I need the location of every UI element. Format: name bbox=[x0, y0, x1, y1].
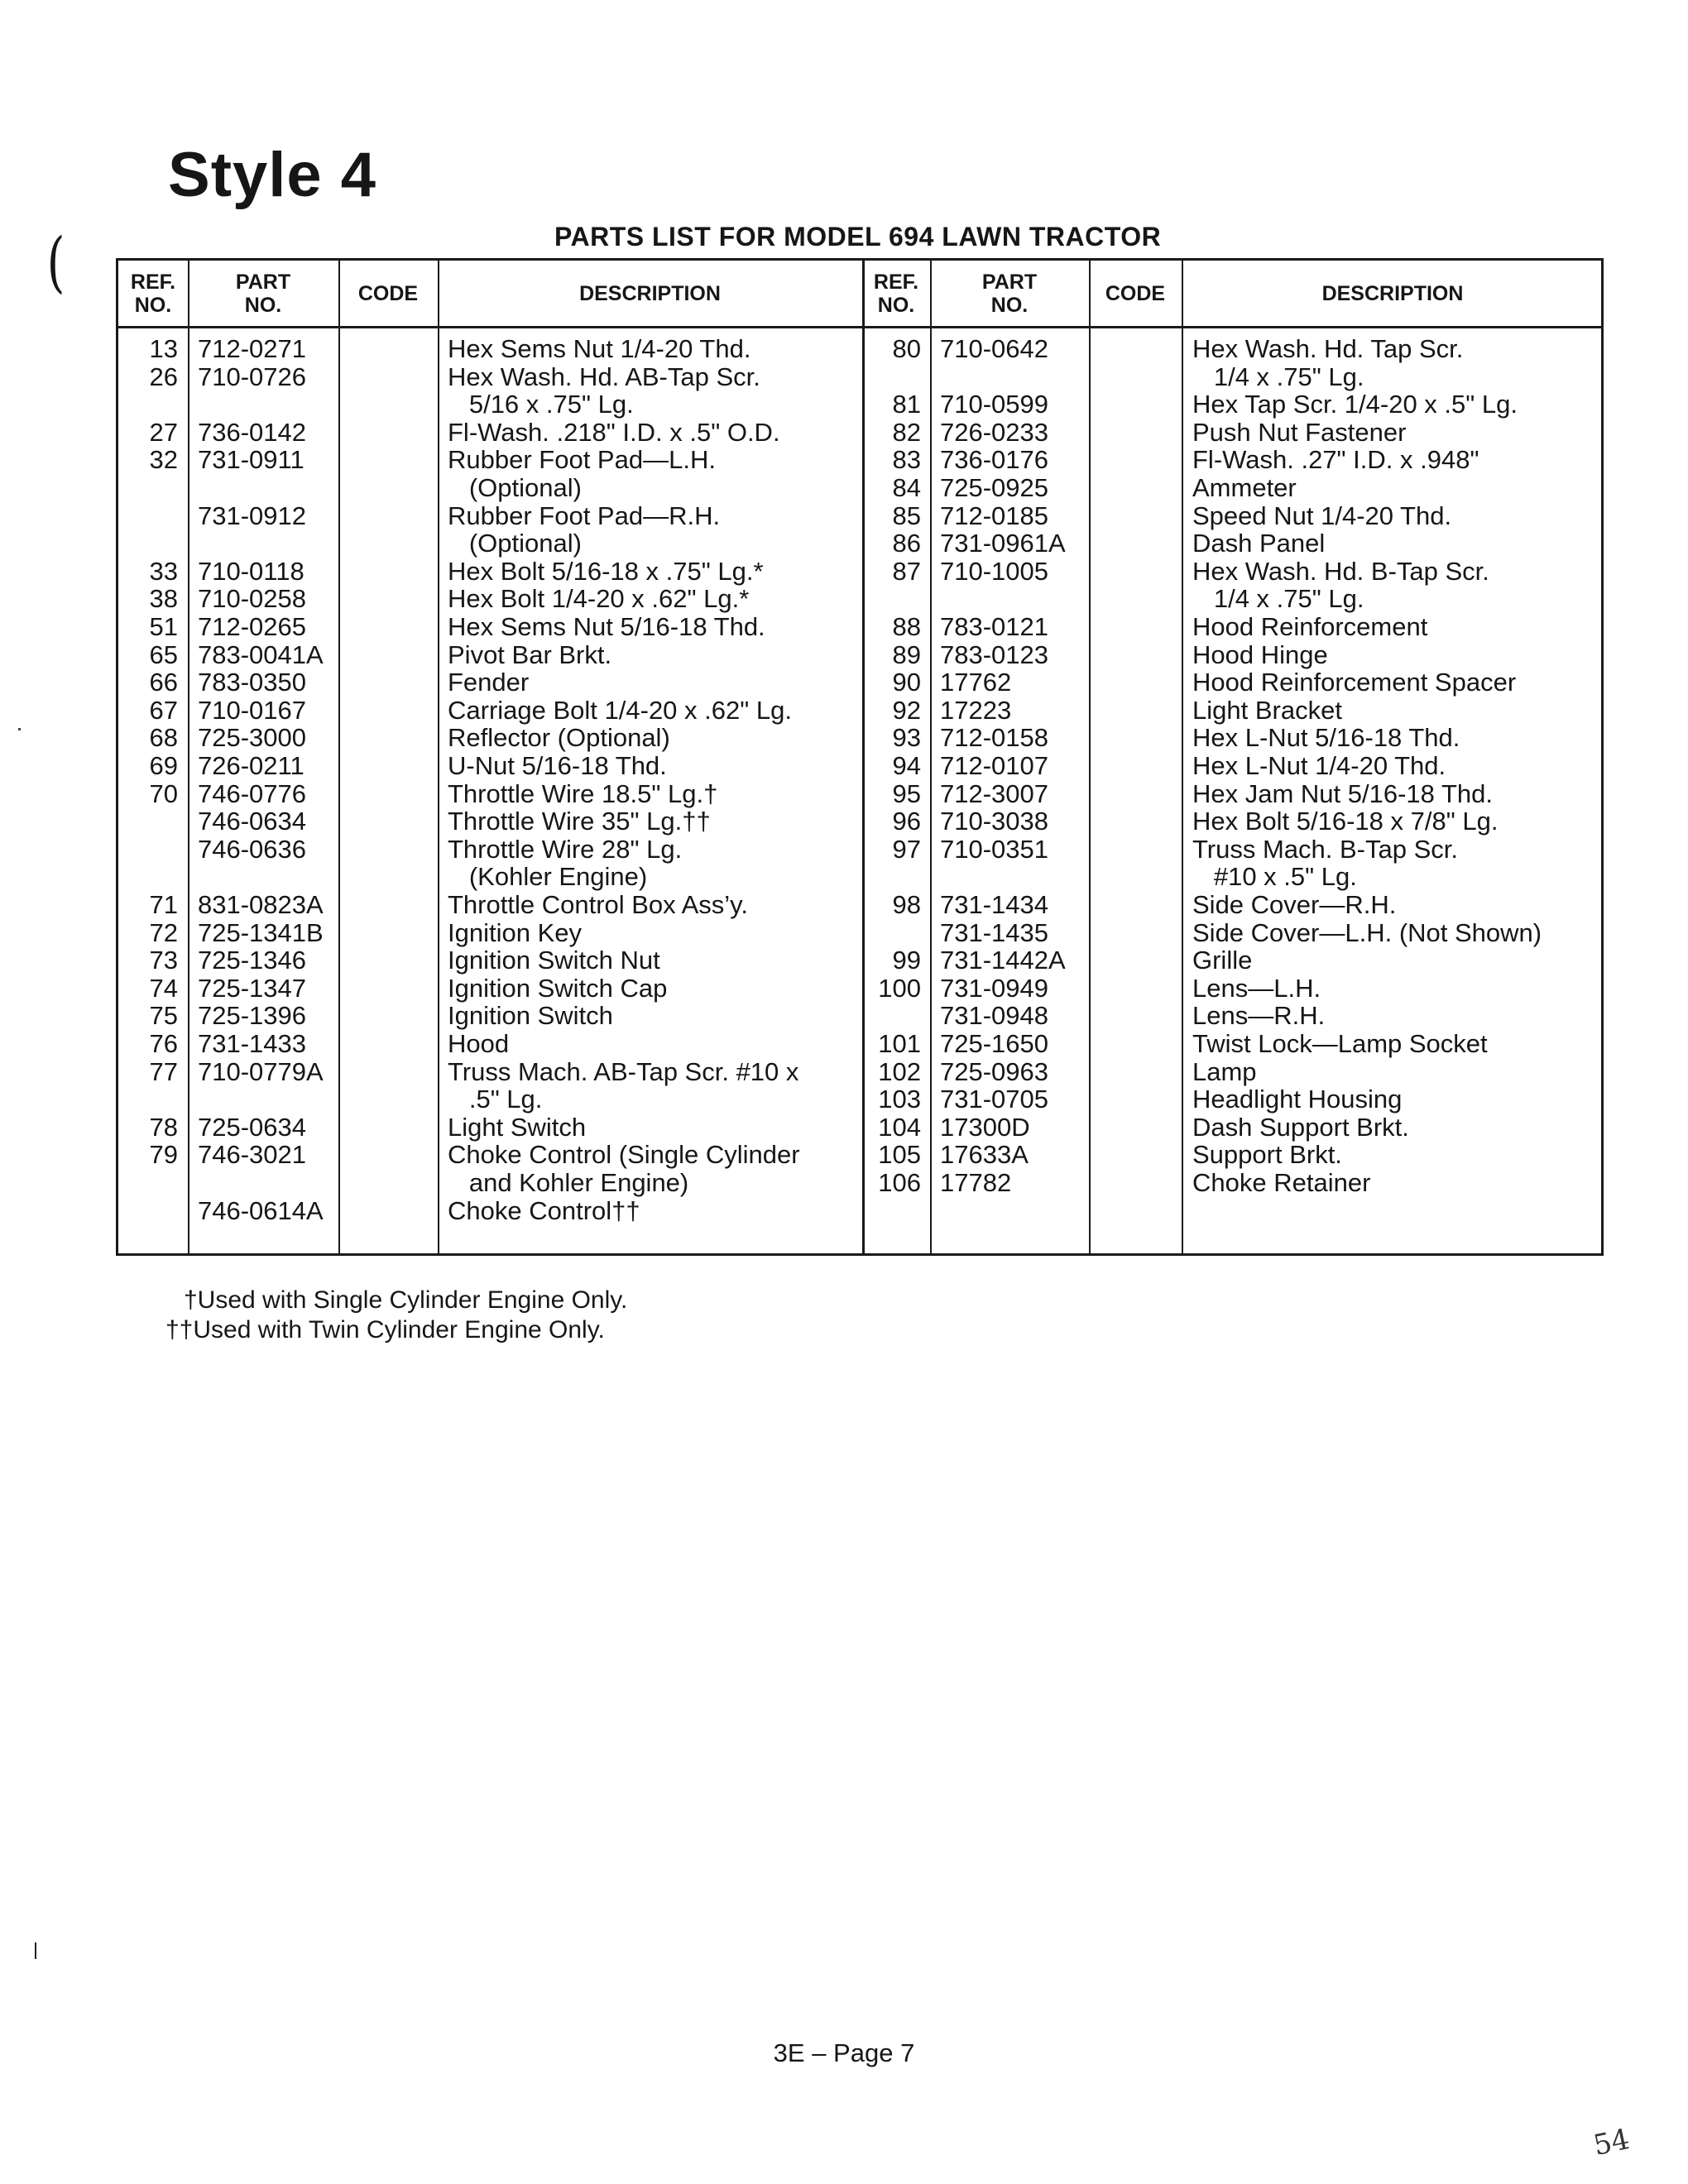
ref-number: 78 bbox=[149, 1112, 178, 1142]
part-number: 731-1434 bbox=[940, 890, 1049, 919]
part-description: Hood bbox=[448, 1029, 510, 1058]
ref-number: 90 bbox=[892, 668, 921, 697]
header-ref-no: REF. NO. bbox=[873, 270, 919, 317]
part-number: 731-0949 bbox=[940, 973, 1049, 1003]
part-number: 710-0599 bbox=[940, 390, 1049, 419]
part-description: Ammeter bbox=[1192, 473, 1297, 502]
part-description: Truss Mach. AB-Tap Scr. #10 x bbox=[448, 1056, 799, 1086]
footnote-double-dagger: ††Used with Twin Cylinder Engine Only. bbox=[165, 1316, 605, 1343]
part-number: 725-1650 bbox=[940, 1029, 1049, 1058]
ref-number: 92 bbox=[892, 695, 921, 725]
part-description: Speed Nut 1/4-20 Thd. bbox=[1192, 500, 1452, 530]
part-number: 710-0726 bbox=[198, 362, 307, 391]
part-description: Hex Tap Scr. 1/4-20 x .5" Lg. bbox=[1192, 390, 1518, 419]
part-number: 746-0636 bbox=[198, 834, 307, 864]
part-number: 783-0350 bbox=[198, 668, 307, 697]
part-description: Hex Bolt 5/16-18 x .75" Lg.* bbox=[448, 556, 764, 586]
ref-number: 84 bbox=[892, 473, 921, 502]
ref-number: 69 bbox=[149, 751, 178, 780]
part-description: Rubber Foot Pad—R.H. bbox=[448, 500, 721, 530]
ref-number: 81 bbox=[892, 390, 921, 419]
ref-number: 72 bbox=[149, 917, 178, 947]
parts-list-title: PARTS LIST FOR MODEL 694 LAWN TRACTOR bbox=[554, 222, 1162, 251]
part-description: Push Nut Fastener bbox=[1192, 417, 1407, 447]
ref-number: 27 bbox=[149, 417, 178, 447]
part-description: Hex Wash. Hd. Tap Scr. bbox=[1192, 334, 1464, 363]
part-number: 710-0642 bbox=[940, 334, 1049, 363]
part-description: Light Switch bbox=[448, 1112, 587, 1142]
ref-number: 89 bbox=[892, 639, 921, 669]
part-description: Hex L-Nut 5/16-18 Thd. bbox=[1192, 723, 1460, 753]
part-number: 736-0176 bbox=[940, 445, 1049, 475]
part-description: 1/4 x .75" Lg. bbox=[1192, 362, 1364, 391]
part-number: 17223 bbox=[940, 695, 1012, 725]
part-description: Side Cover—R.H. bbox=[1192, 890, 1397, 919]
part-number: 710-0258 bbox=[198, 584, 307, 614]
part-number: 736-0142 bbox=[198, 417, 307, 447]
part-description: 5/16 x .75" Lg. bbox=[448, 390, 634, 419]
ref-number: 80 bbox=[892, 334, 921, 363]
part-description: Hex Jam Nut 5/16-18 Thd. bbox=[1192, 778, 1493, 808]
part-description: and Kohler Engine) bbox=[448, 1168, 689, 1197]
header-ref-no: REF. NO. bbox=[130, 270, 176, 317]
footnote-single-dagger: †Used with Single Cylinder Engine Only. bbox=[184, 1286, 628, 1314]
ref-number: 75 bbox=[149, 1001, 178, 1031]
part-description: Fl-Wash. .27" I.D. x .948" bbox=[1192, 445, 1479, 475]
part-number: 725-0963 bbox=[940, 1056, 1049, 1086]
part-description: Light Bracket bbox=[1192, 695, 1342, 725]
part-description: Pivot Bar Brkt. bbox=[448, 639, 612, 669]
part-number: 731-1435 bbox=[940, 917, 1049, 947]
ref-number: 76 bbox=[149, 1029, 178, 1058]
ref-number: 13 bbox=[149, 334, 178, 363]
header-part-no: PART NO. bbox=[235, 270, 291, 317]
ref-number: 87 bbox=[892, 556, 921, 586]
header-description: DESCRIPTION bbox=[579, 281, 721, 305]
part-description: Hood Hinge bbox=[1192, 639, 1328, 669]
part-description: #10 x .5" Lg. bbox=[1192, 862, 1357, 892]
ref-number: 66 bbox=[149, 668, 178, 697]
part-description: Truss Mach. B-Tap Scr. bbox=[1192, 834, 1458, 864]
part-description: (Optional) bbox=[448, 529, 582, 558]
part-description: Choke Control (Single Cylinder bbox=[448, 1140, 800, 1170]
header-divider bbox=[118, 326, 1601, 328]
part-description: Fl-Wash. .218" I.D. x .5" O.D. bbox=[448, 417, 780, 447]
ref-number: 79 bbox=[149, 1140, 178, 1170]
ref-number: 102 bbox=[878, 1056, 921, 1086]
ref-number: 71 bbox=[149, 890, 178, 919]
part-number: 725-1347 bbox=[198, 973, 307, 1003]
part-number: 712-0158 bbox=[940, 723, 1049, 753]
margin-mark: ( bbox=[46, 223, 65, 300]
part-number: 731-1442A bbox=[940, 946, 1066, 975]
column-divider bbox=[438, 261, 439, 1253]
ref-number: 74 bbox=[149, 973, 178, 1003]
part-description: Choke Retainer bbox=[1192, 1168, 1371, 1197]
ref-number: 88 bbox=[892, 612, 921, 641]
part-description: Throttle Wire 35" Lg.†† bbox=[448, 807, 711, 836]
ref-number: 95 bbox=[892, 778, 921, 808]
part-number: 17782 bbox=[940, 1168, 1012, 1197]
part-number: 710-3038 bbox=[940, 807, 1049, 836]
page-number: 3E – Page 7 bbox=[773, 2038, 915, 2067]
part-description: Lens—R.H. bbox=[1192, 1001, 1326, 1031]
part-number: 746-3021 bbox=[198, 1140, 307, 1170]
part-description: Grille bbox=[1192, 946, 1253, 975]
part-description: Ignition Switch Nut bbox=[448, 946, 660, 975]
part-number: 17762 bbox=[940, 668, 1012, 697]
part-number: 783-0041A bbox=[198, 639, 324, 669]
ref-number: 86 bbox=[892, 529, 921, 558]
parts-table bbox=[116, 258, 1604, 1256]
part-description: Hood Reinforcement Spacer bbox=[1192, 668, 1517, 697]
part-description: Ignition Switch Cap bbox=[448, 973, 668, 1003]
part-number: 712-3007 bbox=[940, 778, 1049, 808]
margin-tick bbox=[35, 1942, 36, 1959]
header-code: CODE bbox=[1105, 281, 1166, 305]
part-number: 731-0912 bbox=[198, 500, 307, 530]
ref-number: 68 bbox=[149, 723, 178, 753]
ref-number: 93 bbox=[892, 723, 921, 753]
ref-number: 70 bbox=[149, 778, 178, 808]
part-description: Lens—L.H. bbox=[1192, 973, 1321, 1003]
part-number: 712-0265 bbox=[198, 612, 307, 641]
part-number: 712-0271 bbox=[198, 334, 307, 363]
part-number: 746-0776 bbox=[198, 778, 307, 808]
ref-number: 103 bbox=[878, 1085, 921, 1114]
part-description: Hex Sems Nut 1/4-20 Thd. bbox=[448, 334, 751, 363]
ref-number: 65 bbox=[149, 639, 178, 669]
part-number: 731-1433 bbox=[198, 1029, 307, 1058]
part-number: 746-0634 bbox=[198, 807, 307, 836]
column-divider bbox=[1089, 261, 1091, 1253]
part-description: Carriage Bolt 1/4-20 x .62" Lg. bbox=[448, 695, 792, 725]
footnotes bbox=[165, 1286, 627, 1345]
part-number: 712-0185 bbox=[940, 500, 1049, 530]
ref-number: 106 bbox=[878, 1168, 921, 1197]
ref-number: 94 bbox=[892, 751, 921, 780]
part-description: Hex Sems Nut 5/16-18 Thd. bbox=[448, 612, 765, 641]
part-description: Throttle Control Box Ass’y. bbox=[448, 890, 748, 919]
part-description: Dash Support Brkt. bbox=[1192, 1112, 1409, 1142]
part-description: Ignition Key bbox=[448, 917, 582, 947]
part-number: 725-1396 bbox=[198, 1001, 307, 1031]
header-code: CODE bbox=[357, 281, 419, 305]
part-description: Hex Wash. Hd. B-Tap Scr. bbox=[1192, 556, 1489, 586]
part-description: (Kohler Engine) bbox=[448, 862, 648, 892]
ref-number: 32 bbox=[149, 445, 178, 475]
part-number: 17300D bbox=[940, 1112, 1030, 1142]
part-number: 710-1005 bbox=[940, 556, 1049, 586]
part-number: 783-0121 bbox=[940, 612, 1049, 641]
part-description: Throttle Wire 28" Lg. bbox=[448, 834, 683, 864]
margin-dot bbox=[18, 728, 21, 730]
part-number: 710-0118 bbox=[198, 556, 305, 586]
part-description: Hex L-Nut 1/4-20 Thd. bbox=[1192, 751, 1446, 780]
header-part-no: PART NO. bbox=[981, 270, 1038, 317]
part-number: 725-0634 bbox=[198, 1112, 307, 1142]
part-number: 731-0911 bbox=[198, 445, 305, 475]
ref-number: 51 bbox=[149, 612, 178, 641]
part-number: 746-0614A bbox=[198, 1195, 324, 1225]
part-description: Fender bbox=[448, 668, 530, 697]
part-description: Dash Panel bbox=[1192, 529, 1326, 558]
part-number: 783-0123 bbox=[940, 639, 1049, 669]
ref-number: 83 bbox=[892, 445, 921, 475]
part-description: Side Cover—L.H. (Not Shown) bbox=[1192, 917, 1542, 947]
header-description: DESCRIPTION bbox=[1321, 281, 1464, 305]
column-divider bbox=[930, 261, 932, 1253]
ref-number: 101 bbox=[878, 1029, 921, 1058]
ref-number: 77 bbox=[149, 1056, 178, 1086]
part-description: (Optional) bbox=[448, 473, 582, 502]
part-number: 731-0705 bbox=[940, 1085, 1049, 1114]
ref-number: 99 bbox=[892, 946, 921, 975]
part-number: 710-0779A bbox=[198, 1056, 324, 1086]
page-title: Style 4 bbox=[168, 140, 377, 210]
part-number: 725-3000 bbox=[198, 723, 307, 753]
part-number: 725-0925 bbox=[940, 473, 1049, 502]
part-description: Reflector (Optional) bbox=[448, 723, 670, 753]
ref-number: 33 bbox=[149, 556, 178, 586]
part-description: 1/4 x .75" Lg. bbox=[1192, 584, 1364, 614]
ref-number: 100 bbox=[878, 973, 921, 1003]
ref-number: 105 bbox=[878, 1140, 921, 1170]
part-number: 712-0107 bbox=[940, 751, 1049, 780]
handwritten-note: 54 bbox=[1590, 2122, 1633, 2163]
part-description: Support Brkt. bbox=[1192, 1140, 1342, 1170]
ref-number: 67 bbox=[149, 695, 178, 725]
part-description: Lamp bbox=[1192, 1056, 1257, 1086]
part-description: Throttle Wire 18.5" Lg.† bbox=[448, 778, 718, 808]
part-number: 731-0948 bbox=[940, 1001, 1049, 1031]
part-description: Hex Bolt 1/4-20 x .62" Lg.* bbox=[448, 584, 750, 614]
part-number: 726-0211 bbox=[198, 751, 305, 780]
part-number: 725-1341B bbox=[198, 917, 324, 947]
part-number: 831-0823A bbox=[198, 890, 324, 919]
part-description: Choke Control†† bbox=[448, 1195, 640, 1225]
part-description: Rubber Foot Pad—L.H. bbox=[448, 445, 716, 475]
part-description: Hex Wash. Hd. AB-Tap Scr. bbox=[448, 362, 760, 391]
part-description: Ignition Switch bbox=[448, 1001, 613, 1031]
part-description: U-Nut 5/16-18 Thd. bbox=[448, 751, 667, 780]
part-description: Hex Bolt 5/16-18 x 7/8" Lg. bbox=[1192, 807, 1499, 836]
ref-number: 73 bbox=[149, 946, 178, 975]
column-divider bbox=[188, 261, 189, 1253]
part-description: .5" Lg. bbox=[448, 1085, 543, 1114]
part-number: 726-0233 bbox=[940, 417, 1049, 447]
ref-number: 38 bbox=[149, 584, 178, 614]
ref-number: 82 bbox=[892, 417, 921, 447]
part-description: Headlight Housing bbox=[1192, 1085, 1403, 1114]
column-divider bbox=[1182, 261, 1183, 1253]
part-number: 725-1346 bbox=[198, 946, 307, 975]
part-description: Twist Lock—Lamp Socket bbox=[1192, 1029, 1488, 1058]
ref-number: 96 bbox=[892, 807, 921, 836]
ref-number: 26 bbox=[149, 362, 178, 391]
ref-number: 98 bbox=[892, 890, 921, 919]
ref-number: 85 bbox=[892, 500, 921, 530]
column-divider bbox=[338, 261, 340, 1253]
part-number: 710-0167 bbox=[198, 695, 307, 725]
ref-number: 104 bbox=[878, 1112, 921, 1142]
part-number: 710-0351 bbox=[940, 834, 1049, 864]
part-number: 731-0961A bbox=[940, 529, 1066, 558]
part-number: 17633A bbox=[940, 1140, 1029, 1170]
part-description: Hood Reinforcement bbox=[1192, 612, 1428, 641]
ref-number: 97 bbox=[892, 834, 921, 864]
